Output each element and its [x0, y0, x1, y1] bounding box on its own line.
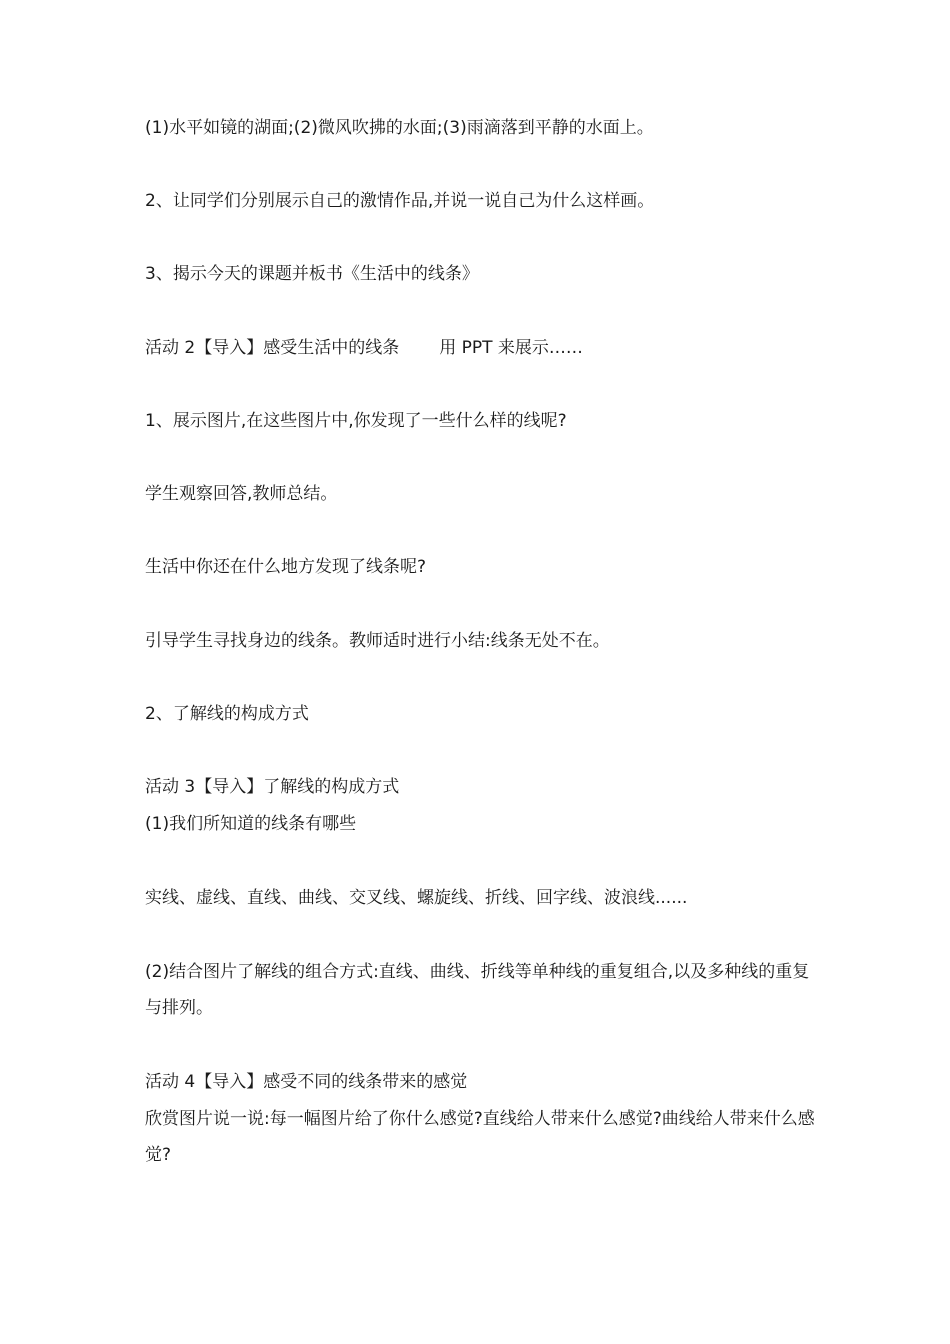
paragraph-reveal-topic: 3、揭示今天的课题并板书《生活中的线条》	[145, 264, 479, 284]
paragraph-show-works: 2、让同学们分别展示自己的激情作品,并说一说自己为什么这样画。	[145, 191, 655, 211]
heading-activity-2	[145, 336, 815, 360]
heading-activity-3: 活动 3【导入】了解线的构成方式	[145, 777, 400, 797]
paragraph-water-surfaces: (1)水平如镜的湖面;(2)微风吹拂的水面;(3)雨滴落到平静的水面上。	[145, 118, 654, 138]
paragraph-student-answer: 学生观察回答,教师总结。	[145, 484, 338, 504]
activity-2-ppt-note: 用 PPT 来展示……	[439, 338, 583, 358]
paragraph-known-lines: (1)我们所知道的线条有哪些	[145, 814, 357, 834]
paragraph-where-lines: 生活中你还在什么地方发现了线条呢?	[145, 557, 427, 577]
paragraph-combination: (2)结合图片了解线的组合方式:直线、曲线、折线等单种线的重复组合,以及多种线的重复与排列。	[145, 962, 810, 1018]
paragraph-guide-students: 引导学生寻找身边的线条。教师适时进行小结:线条无处不在。	[145, 631, 610, 651]
activity-2-title: 活动 2【导入】感受生活中的线条	[145, 338, 400, 358]
heading-activity-4: 活动 4【导入】感受不同的线条带来的感觉	[145, 1072, 468, 1092]
paragraph-line-composition: 2、了解线的构成方式	[145, 704, 309, 724]
paragraph-line-types: 实线、虚线、直线、曲线、交叉线、螺旋线、折线、回字线、波浪线......	[145, 888, 688, 908]
paragraph-show-pictures: 1、展示图片,在这些图片中,你发现了一些什么样的线呢?	[145, 411, 567, 431]
paragraph-appreciate-pictures: 欣赏图片说一说:每一幅图片给了你什么感觉?直线给人带来什么感觉?曲线给人带来什么感觉?	[145, 1109, 815, 1165]
